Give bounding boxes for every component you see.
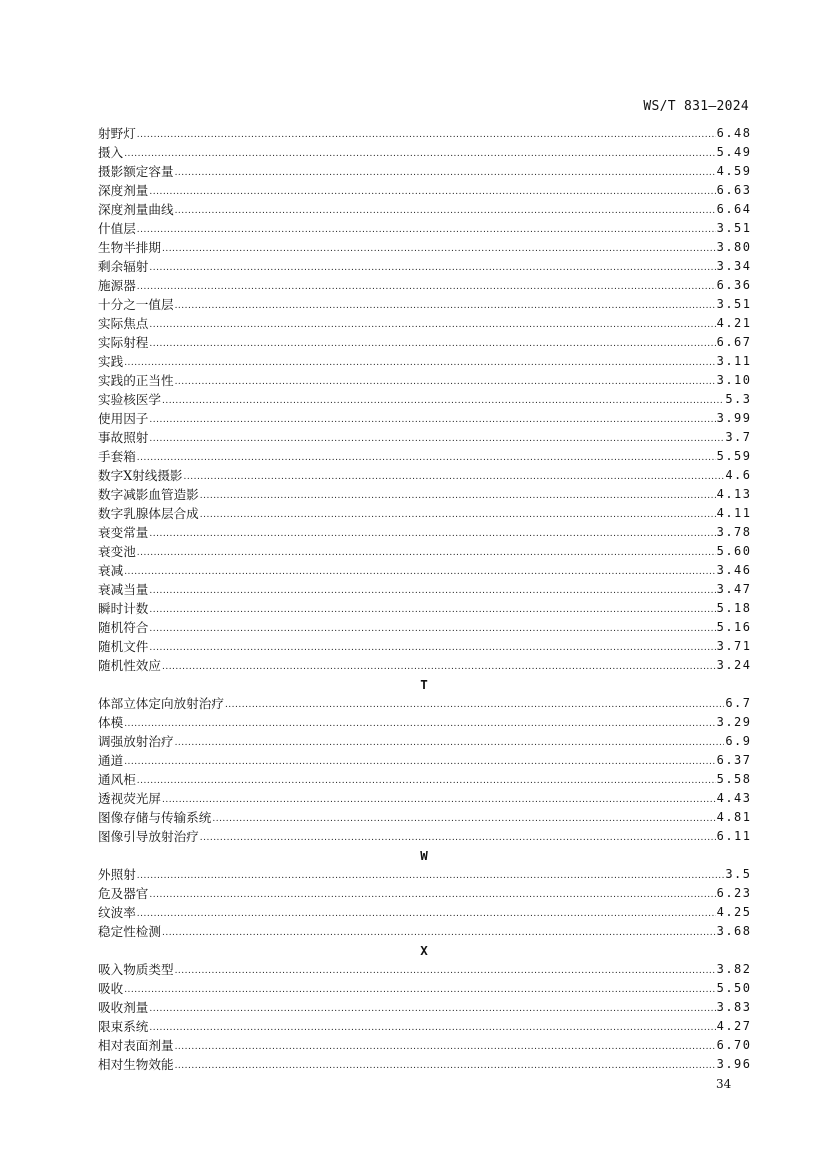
index-ref: 3.47 [716, 582, 752, 596]
dot-leader [175, 735, 725, 751]
index-entry [98, 295, 750, 314]
dot-leader [175, 298, 716, 314]
section-letter: X [420, 943, 428, 958]
index-entry [98, 656, 750, 675]
dot-leader [137, 127, 716, 143]
index-term: 深度剂量曲线 [98, 202, 174, 217]
dot-leader [137, 450, 716, 466]
dot-leader [137, 222, 716, 238]
index-term: 施源器 [98, 278, 136, 293]
index-term: 随机符合 [98, 620, 149, 635]
index-ref: 3.51 [716, 221, 752, 235]
dot-leader [175, 963, 716, 979]
index-entry [98, 789, 750, 808]
dot-leader [137, 868, 725, 884]
dot-leader [162, 241, 716, 257]
index-term: 数字X射线摄影 [98, 468, 183, 483]
index-ref: 3.29 [716, 715, 752, 729]
dot-leader [124, 716, 715, 732]
index-term: 实际射程 [98, 335, 149, 350]
index-ref: 4.25 [716, 905, 752, 919]
index-ref: 5.18 [716, 601, 752, 615]
dot-leader [149, 621, 715, 637]
index-ref: 3.34 [716, 259, 752, 273]
index-entry [98, 219, 750, 238]
index-term: 摄影额定容量 [98, 164, 174, 179]
index-ref: 3.68 [716, 924, 752, 938]
index-ref: 6.48 [716, 126, 752, 140]
index-entry [98, 884, 750, 903]
index-term: 稳定性检测 [98, 924, 161, 939]
index-term: 手套箱 [98, 449, 136, 464]
index-term: 摄入 [98, 145, 124, 160]
index-entry [98, 124, 750, 143]
index-ref: 6.7 [725, 696, 752, 710]
dot-leader [200, 507, 716, 523]
index-ref: 3.99 [716, 411, 752, 425]
index-term: 衰减 [98, 563, 124, 578]
index-entry [98, 1055, 750, 1074]
index-ref: 3.80 [716, 240, 752, 254]
index-ref: 5.16 [716, 620, 752, 634]
index-ref: 5.49 [716, 145, 752, 159]
index-entry [98, 979, 750, 998]
dot-leader [124, 564, 715, 580]
index-term: 外照射 [98, 867, 136, 882]
index-term: 实践的正当性 [98, 373, 174, 388]
index-term: 剩余辐射 [98, 259, 149, 274]
dot-leader [149, 640, 715, 656]
dot-leader [124, 982, 715, 998]
index-term: 纹波率 [98, 905, 136, 920]
index-ref: 6.70 [716, 1038, 752, 1052]
dot-leader [137, 906, 716, 922]
section-letter: T [420, 677, 428, 692]
dot-leader [162, 792, 716, 808]
index-entry [98, 599, 750, 618]
page-number: 34 [716, 1077, 732, 1091]
index-term: 图像引导放射治疗 [98, 829, 199, 844]
dot-leader [149, 602, 715, 618]
dot-leader [137, 279, 716, 295]
index-entry [98, 181, 750, 200]
index-term: 实际焦点 [98, 316, 149, 331]
index-entry [98, 1036, 750, 1055]
dot-leader [149, 1020, 715, 1036]
index-ref: 3.11 [716, 354, 752, 368]
index-term: 衰变常量 [98, 525, 149, 540]
index-entry [98, 333, 750, 352]
index-term: 调强放射治疗 [98, 734, 174, 749]
index-term: 危及器官 [98, 886, 149, 901]
index-entry [98, 827, 750, 846]
index-term: 瞬时计数 [98, 601, 149, 616]
index-entry [98, 257, 750, 276]
index-entry [98, 922, 750, 941]
index-entry [98, 732, 750, 751]
index-term: 深度剂量 [98, 183, 149, 198]
index-ref: 4.59 [716, 164, 752, 178]
dot-leader [124, 355, 715, 371]
index-ref: 5.60 [716, 544, 752, 558]
index-term: 实验核医学 [98, 392, 161, 407]
index-ref: 6.9 [725, 734, 752, 748]
dot-leader [175, 1058, 716, 1074]
dot-leader [225, 697, 724, 713]
index-ref: 5.58 [716, 772, 752, 786]
index-ref: 4.6 [725, 468, 752, 482]
index-term: 事故照射 [98, 430, 149, 445]
index-entry [98, 276, 750, 295]
index-entry [98, 808, 750, 827]
index-term: 相对表面剂量 [98, 1038, 174, 1053]
dot-leader [162, 659, 716, 675]
index-ref: 4.13 [716, 487, 752, 501]
dot-leader [175, 374, 716, 390]
dot-leader [162, 925, 716, 941]
index-ref: 3.83 [716, 1000, 752, 1014]
index-entry [98, 200, 750, 219]
dot-leader [212, 811, 715, 827]
index-ref: 4.11 [716, 506, 752, 520]
index-ref: 4.81 [716, 810, 752, 824]
index-entry [98, 903, 750, 922]
dot-leader [162, 393, 724, 409]
index-term: 吸收 [98, 981, 124, 996]
index-term: 透视荧光屏 [98, 791, 161, 806]
index-entry [98, 504, 750, 523]
dot-leader [149, 1001, 715, 1017]
index-ref: 6.37 [716, 753, 752, 767]
dot-leader [149, 431, 724, 447]
dot-leader [149, 583, 715, 599]
index-entry [98, 618, 750, 637]
index-entry [98, 409, 750, 428]
index-entry [98, 1017, 750, 1036]
index-ref: 3.5 [725, 867, 752, 881]
index-ref: 3.78 [716, 525, 752, 539]
index-ref: 6.64 [716, 202, 752, 216]
standard-code: WS/T 831—2024 [643, 99, 749, 114]
index-ref: 3.24 [716, 658, 752, 672]
dot-leader [149, 336, 715, 352]
index-entry [98, 238, 750, 257]
index-ref: 6.36 [716, 278, 752, 292]
index-entry [98, 542, 750, 561]
index-entry [98, 428, 750, 447]
index-entry [98, 466, 750, 485]
index-term: 什值层 [98, 221, 136, 236]
dot-leader [175, 203, 716, 219]
index-term: 通道 [98, 753, 124, 768]
index-entry [98, 770, 750, 789]
index-ref: 3.7 [725, 430, 752, 444]
index-ref: 3.96 [716, 1057, 752, 1071]
index-term: 衰减当量 [98, 582, 149, 597]
dot-leader [200, 830, 716, 846]
index-ref: 6.11 [716, 829, 752, 843]
index-term: 数字减影血管造影 [98, 487, 199, 502]
index-ref: 3.10 [716, 373, 752, 387]
index-entry [98, 447, 750, 466]
index-ref: 4.21 [716, 316, 752, 330]
index-term: 数字乳腺体层合成 [98, 506, 199, 521]
index-entry [98, 998, 750, 1017]
index-term: 限束系统 [98, 1019, 149, 1034]
dot-leader [124, 146, 715, 162]
index-ref: 4.27 [716, 1019, 752, 1033]
dot-leader [149, 317, 715, 333]
index-term: 相对生物效能 [98, 1057, 174, 1072]
index-ref: 5.50 [716, 981, 752, 995]
index-entry [98, 390, 750, 409]
index-entry [98, 694, 750, 713]
dot-leader [137, 545, 716, 561]
index-ref: 6.23 [716, 886, 752, 900]
dot-leader [175, 1039, 716, 1055]
index-ref: 3.71 [716, 639, 752, 653]
index-list [98, 124, 750, 1074]
index-ref: 3.82 [716, 962, 752, 976]
index-term: 吸入物质类型 [98, 962, 174, 977]
index-entry [98, 485, 750, 504]
index-entry [98, 314, 750, 333]
index-entry [98, 865, 750, 884]
index-term: 体模 [98, 715, 124, 730]
dot-leader [137, 773, 716, 789]
index-entry [98, 352, 750, 371]
index-term: 随机文件 [98, 639, 149, 654]
index-entry [98, 162, 750, 181]
index-term: 体部立体定向放射治疗 [98, 696, 224, 711]
index-term: 使用因子 [98, 411, 149, 426]
index-term: 生物半排期 [98, 240, 161, 255]
dot-leader [200, 488, 716, 504]
index-term: 射野灯 [98, 126, 136, 141]
index-term: 吸收剂量 [98, 1000, 149, 1015]
index-term: 实践 [98, 354, 124, 369]
dot-leader [149, 184, 715, 200]
index-entry [98, 143, 750, 162]
index-entry [98, 561, 750, 580]
index-entry [98, 713, 750, 732]
dot-leader [149, 412, 715, 428]
dot-leader [175, 165, 716, 181]
index-entry [98, 371, 750, 390]
index-ref: 4.43 [716, 791, 752, 805]
dot-leader [184, 469, 725, 485]
dot-leader [149, 526, 715, 542]
index-entry [98, 751, 750, 770]
index-entry [98, 960, 750, 979]
index-term: 随机性效应 [98, 658, 161, 673]
index-term: 衰变池 [98, 544, 136, 559]
index-ref: 5.3 [725, 392, 752, 406]
index-term: 图像存储与传输系统 [98, 810, 212, 825]
dot-leader [124, 754, 715, 770]
index-ref: 5.59 [716, 449, 752, 463]
dot-leader [149, 887, 715, 903]
index-term: 通风柜 [98, 772, 136, 787]
index-entry [98, 580, 750, 599]
index-term: 十分之一值层 [98, 297, 174, 312]
index-ref: 3.46 [716, 563, 752, 577]
index-entry [98, 523, 750, 542]
index-ref: 6.67 [716, 335, 752, 349]
index-ref: 6.63 [716, 183, 752, 197]
index-ref: 3.51 [716, 297, 752, 311]
index-entry [98, 637, 750, 656]
dot-leader [149, 260, 715, 276]
section-letter: W [420, 848, 428, 863]
